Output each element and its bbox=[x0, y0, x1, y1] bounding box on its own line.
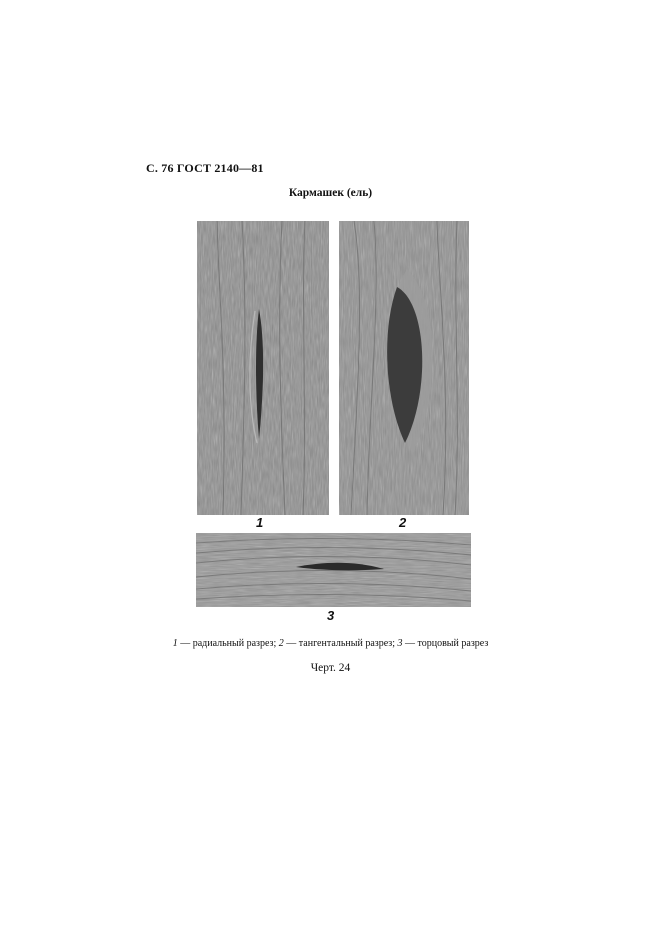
photo-end-section bbox=[196, 533, 471, 607]
figure-caption bbox=[0, 638, 661, 649]
caption-text-3: — торцовый разрез bbox=[402, 638, 489, 649]
caption-number-2: 2 bbox=[278, 638, 284, 649]
photo-label-2: 2 bbox=[399, 515, 407, 530]
caption-text-1: — радиальный разрез; bbox=[177, 638, 279, 649]
figure-number: Черт. 24 bbox=[310, 662, 351, 674]
figure-title: Кармашек (ель) bbox=[288, 187, 373, 199]
caption-number-1: 1 bbox=[172, 638, 178, 649]
photo-tangential-section bbox=[339, 221, 469, 515]
photo-label-3: 3 bbox=[327, 608, 335, 623]
page-header: С. 76 ГОСТ 2140—81 bbox=[146, 161, 264, 175]
photo-radial-section bbox=[197, 221, 329, 515]
caption-number-3: 3 bbox=[397, 638, 403, 649]
caption-text-2: — тангентальный разрез; bbox=[283, 638, 398, 649]
photo-label-1: 1 bbox=[256, 515, 264, 530]
